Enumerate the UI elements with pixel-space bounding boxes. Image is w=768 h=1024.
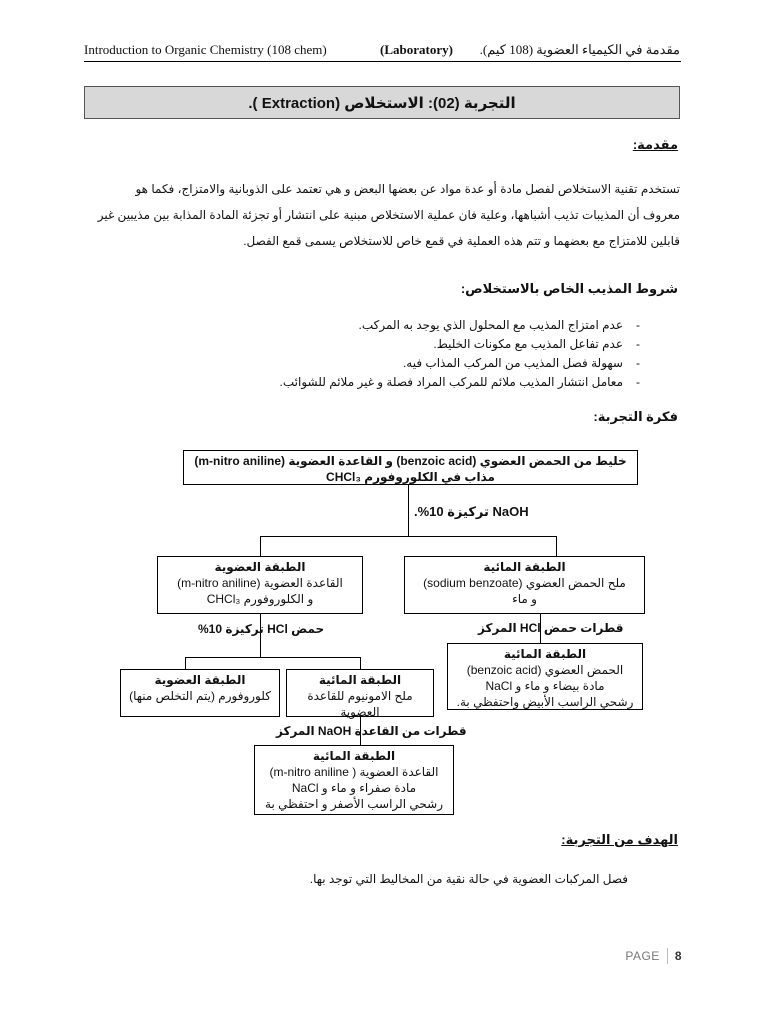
connector-line xyxy=(360,657,361,669)
aqueous-layer-2-box: الطبقة المائية ملح الامونيوم للقاعدة العضوية xyxy=(286,669,434,717)
intro-line: معروف أن المذيبات تذيب أشباهها، وعلية فان عملية الاستخلاص مبنية على انتشار أو تجزئة المادة المذابة بين مذيبين غير xyxy=(97,208,680,222)
header-laboratory: (Laboratory) xyxy=(380,42,453,57)
header-course-english: Introduction to Organic Chemistry (108 chem) xyxy=(84,42,327,57)
conditions-heading: شروط المذيب الخاص بالاستخلاص: xyxy=(460,281,678,296)
benzoic-acid-box: الطبقة المائية الحمض العضوي (benzoic acid) مادة بيضاء و ماء و NaCl رشحي الراسب الأبيض واحتفظي بة. xyxy=(447,643,643,710)
connector-line xyxy=(260,536,556,537)
naoh-conc-label: قطرات من القاعدة NaOH المركز xyxy=(276,724,467,738)
header-divider xyxy=(84,61,681,62)
nitroaniline-box: الطبقة المائية القاعدة العضوية ( m-nitro aniline) مادة صفراء و ماء و NaCl رشحي الراسب الأصفر و احتفظي بة xyxy=(254,745,454,815)
goal-text: فصل المركبات العضوية في حالة نقية من المخاليط التي توجد بها. xyxy=(309,872,628,886)
conditions-list xyxy=(93,318,653,398)
naoh-10-label: NaOH تركيزة 10%. xyxy=(414,504,529,519)
aqueous-layer-box: الطبقة المائية ملح الحمض العضوي (sodium benzoate) و ماء xyxy=(404,556,645,614)
connector-line xyxy=(185,657,186,669)
goal-heading: الهدف من التجربة: xyxy=(561,832,678,847)
connector-line xyxy=(185,657,360,658)
list-item: - سهولة فصل المذيب من المركب المذاب فيه. xyxy=(402,356,640,370)
idea-heading: فكرة التجربة: xyxy=(593,409,678,424)
intro-paragraph xyxy=(88,176,680,254)
mixture-box: خليط من الحمض العضوي (benzoic acid) و القاعدة العضوية (m-nitro aniline) مذاب في الكلوروفورم CHCl₃ xyxy=(183,450,638,485)
list-item: - عدم امتزاج المذيب مع المحلول الذي يوجد به المركب. xyxy=(358,318,640,332)
hcl-conc-label: قطرات حمض HCl المركز xyxy=(478,621,624,635)
organic-layer-box: الطبقة العضوية القاعدة العضوية (m-nitro aniline) و الكلوروفورم CHCl₃ xyxy=(157,556,363,614)
experiment-title: التجربة (02): الاستخلاص (Extraction ). xyxy=(84,86,680,119)
connector-line xyxy=(260,536,261,556)
page-label: PAGE xyxy=(625,949,660,963)
connector-line xyxy=(408,485,409,536)
footer-divider xyxy=(667,948,668,964)
page-number: 8 xyxy=(674,949,682,963)
connector-line xyxy=(556,536,557,556)
list-item: - معامل انتشار المذيب ملائم للمركب المراد فصلة و غير ملائم للشوائب. xyxy=(279,375,640,389)
hcl-10-label: حمض HCl تركيزة 10% xyxy=(198,622,325,636)
intro-line: قابلين للامتزاج مع بعضهما و تتم هذه العملية في قمع خاص للاستخلاص يسمى قمع الفصل. xyxy=(243,234,680,248)
header-course-arabic: مقدمة في الكيمياء العضوية (108 كيم). xyxy=(479,42,680,57)
organic-layer-2-box: الطبقة العضوية كلوروفورم (يتم التخلص منها) xyxy=(120,669,280,717)
list-item: - عدم تفاعل المذيب مع مكونات الخليط. xyxy=(433,337,640,351)
intro-heading: مقدمة: xyxy=(632,137,678,152)
intro-line: تستخدم تقنية الاستخلاص لفصل مادة أو عدة مواد عن بعضها البعض و هي تعتمد على الذوبانية والامتزاج، فكما هو xyxy=(135,182,680,196)
page-footer xyxy=(625,948,682,964)
